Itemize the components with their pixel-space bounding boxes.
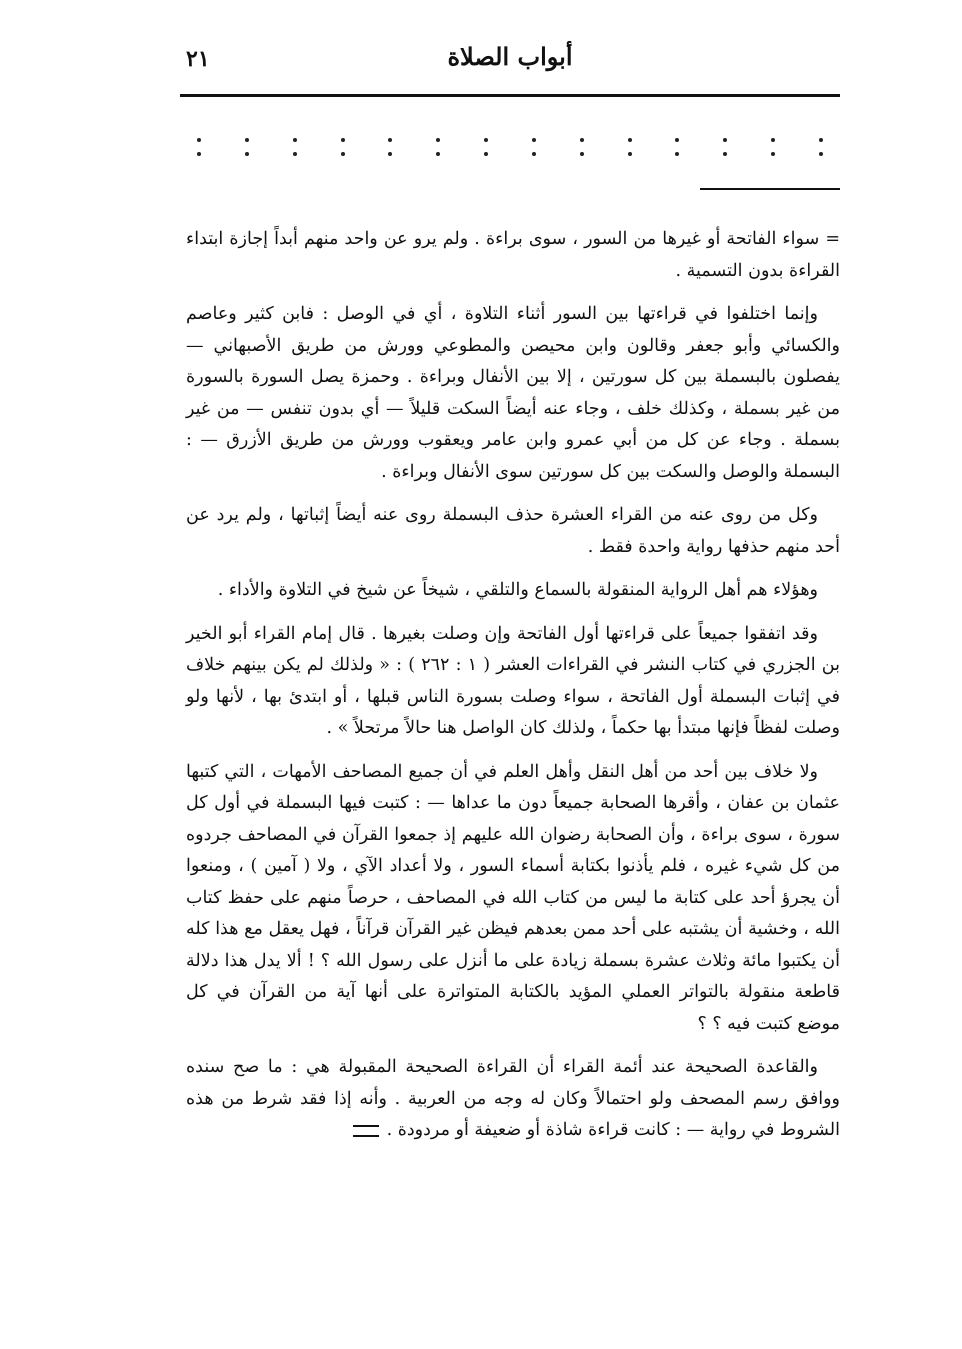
paragraph-4: وهؤلاء هم أهل الرواية المنقولة بالسماع والتلقي ، شيخاً عن شيخ في التلاوة والأداء . [217,580,818,600]
page-number: ٢١ [186,46,210,72]
paragraph-7-text: والقاعدة الصحيحة عند أئمة القراء أن القراءة الصحيحة المقبولة هي : ما صح سنده ووافق رسم المصحف ولو احتمالاً وكان له وجه من العربية . وأنه إذا فقد شرط من هذه الشروط في رواية — : كانت قراءة شاذة أو ضعيفة أو مردودة . [186,1057,840,1140]
separator-dot [434,130,442,166]
body-text [186,224,840,1159]
separator-dot [195,130,203,166]
separator-dot [721,130,729,166]
separator-dot [482,130,490,166]
footnote-rule [700,188,840,190]
separator-dot [817,130,825,166]
page-title: أبواب الصلاة [447,42,573,71]
verse-separator-dots [195,130,825,170]
paragraph-1: = سواء الفاتحة أو غيرها من السور ، سوى براءة . ولم يرو عن واحد منهم أبداً إجازة ابتداء القراءة بدون التسمية . [186,229,840,281]
separator-dot [243,130,251,166]
separator-dot [769,130,777,166]
header-rule [180,94,840,97]
paragraph-2: وإنما اختلفوا في قراءتها بين السور أثناء التلاوة ، أي في الوصل : فابن كثير وعاصم والكسائي وأبو جعفر وقالون وابن محيصن والمطوعي وورش من طريق الأصبهاني — يفصلون بالبسملة بين كل سورتين ، إلا بين الأنفال وبراءة . وحمزة يصل السورة بالسورة من غير بسملة ، وكذلك خلف ، وجاء عنه أيضاً السكت قليلاً — أي بدون تنفس — من غير بسملة . وجاء عن كل من أبي عمرو وابن عامر ويعقوب وورش من طريق الأزرق — : البسملة والوصل والسكت بين كل سورتين سوى الأنفال وبراءة . [186,304,840,482]
paragraph-3: وكل من روى عنه من القراء العشرة حذف البسملة روى عنه أيضاً إثباتها ، ولم يرد عن أحد منهم حذفها رواية واحدة فقط . [186,505,840,557]
paragraph-6: ولا خلاف بين أحد من أهل النقل وأهل العلم في أن جميع المصاحف الأمهات ، التي كتبها عثمان بن عفان ، وأقرها الصحابة جميعاً دون ما عداها — : كتبت فيها البسملة في أول كل سورة ، سوى براءة ، وأن الصحابة رضوان الله عليهم إذ جمعوا القرآن في المصاحف جردوه من كل شيء غيره ، فلم يأذنوا بكتابة أسماء السور ، ولا أعداد الآي ، ولا ( آمين ) ، ومنعوا أن يجرؤ أحد على كتابة ما ليس من كتاب الله في المصاحف ، حرصاً منهم على حفظ كتاب الله ، وخشية أن يشتبه على أحد ممن بعدهم فيظن غير القرآن قرآناً ، فهل يعقل مع هذا كله أن يكتبوا مائة وثلاث عشرة بسملة زيادة على ما أنزل على رسول الله ؟ ! ألا يدل هذا دلالة قاطعة منقولة بالتواتر العملي المؤيد بالكتابة المتواترة على أنها آية من القرآن في كل موضع كتبت فيه ؟ ؟ [186,761,840,1034]
paragraph-7 [186,1052,840,1147]
end-mark [353,1125,379,1137]
separator-dot [530,130,538,166]
separator-dot [386,130,394,166]
separator-dot [291,130,299,166]
separator-dot [578,130,586,166]
running-head [180,38,840,88]
separator-dot [339,130,347,166]
separator-dot [673,130,681,166]
separator-dot [626,130,634,166]
paragraph-5: وقد اتفقوا جميعاً على قراءتها أول الفاتحة وإن وصلت بغيرها . قال إمام القراء أبو الخير بن الجزري في كتاب النشر في القراءات العشر ( ١ : ٢٦٢ ) : « ولذلك لم يكن بينهم خلاف في إثبات البسملة أول الفاتحة ، سواء وصلت بسورة الناس قبلها ، أو ابتدئ بها ، لأنها ولو وصلت لفظاً فإنها مبتدأ بها حكماً ، ولذلك كان الواصل هنا حالاً مرتحلاً » . [186,623,840,738]
